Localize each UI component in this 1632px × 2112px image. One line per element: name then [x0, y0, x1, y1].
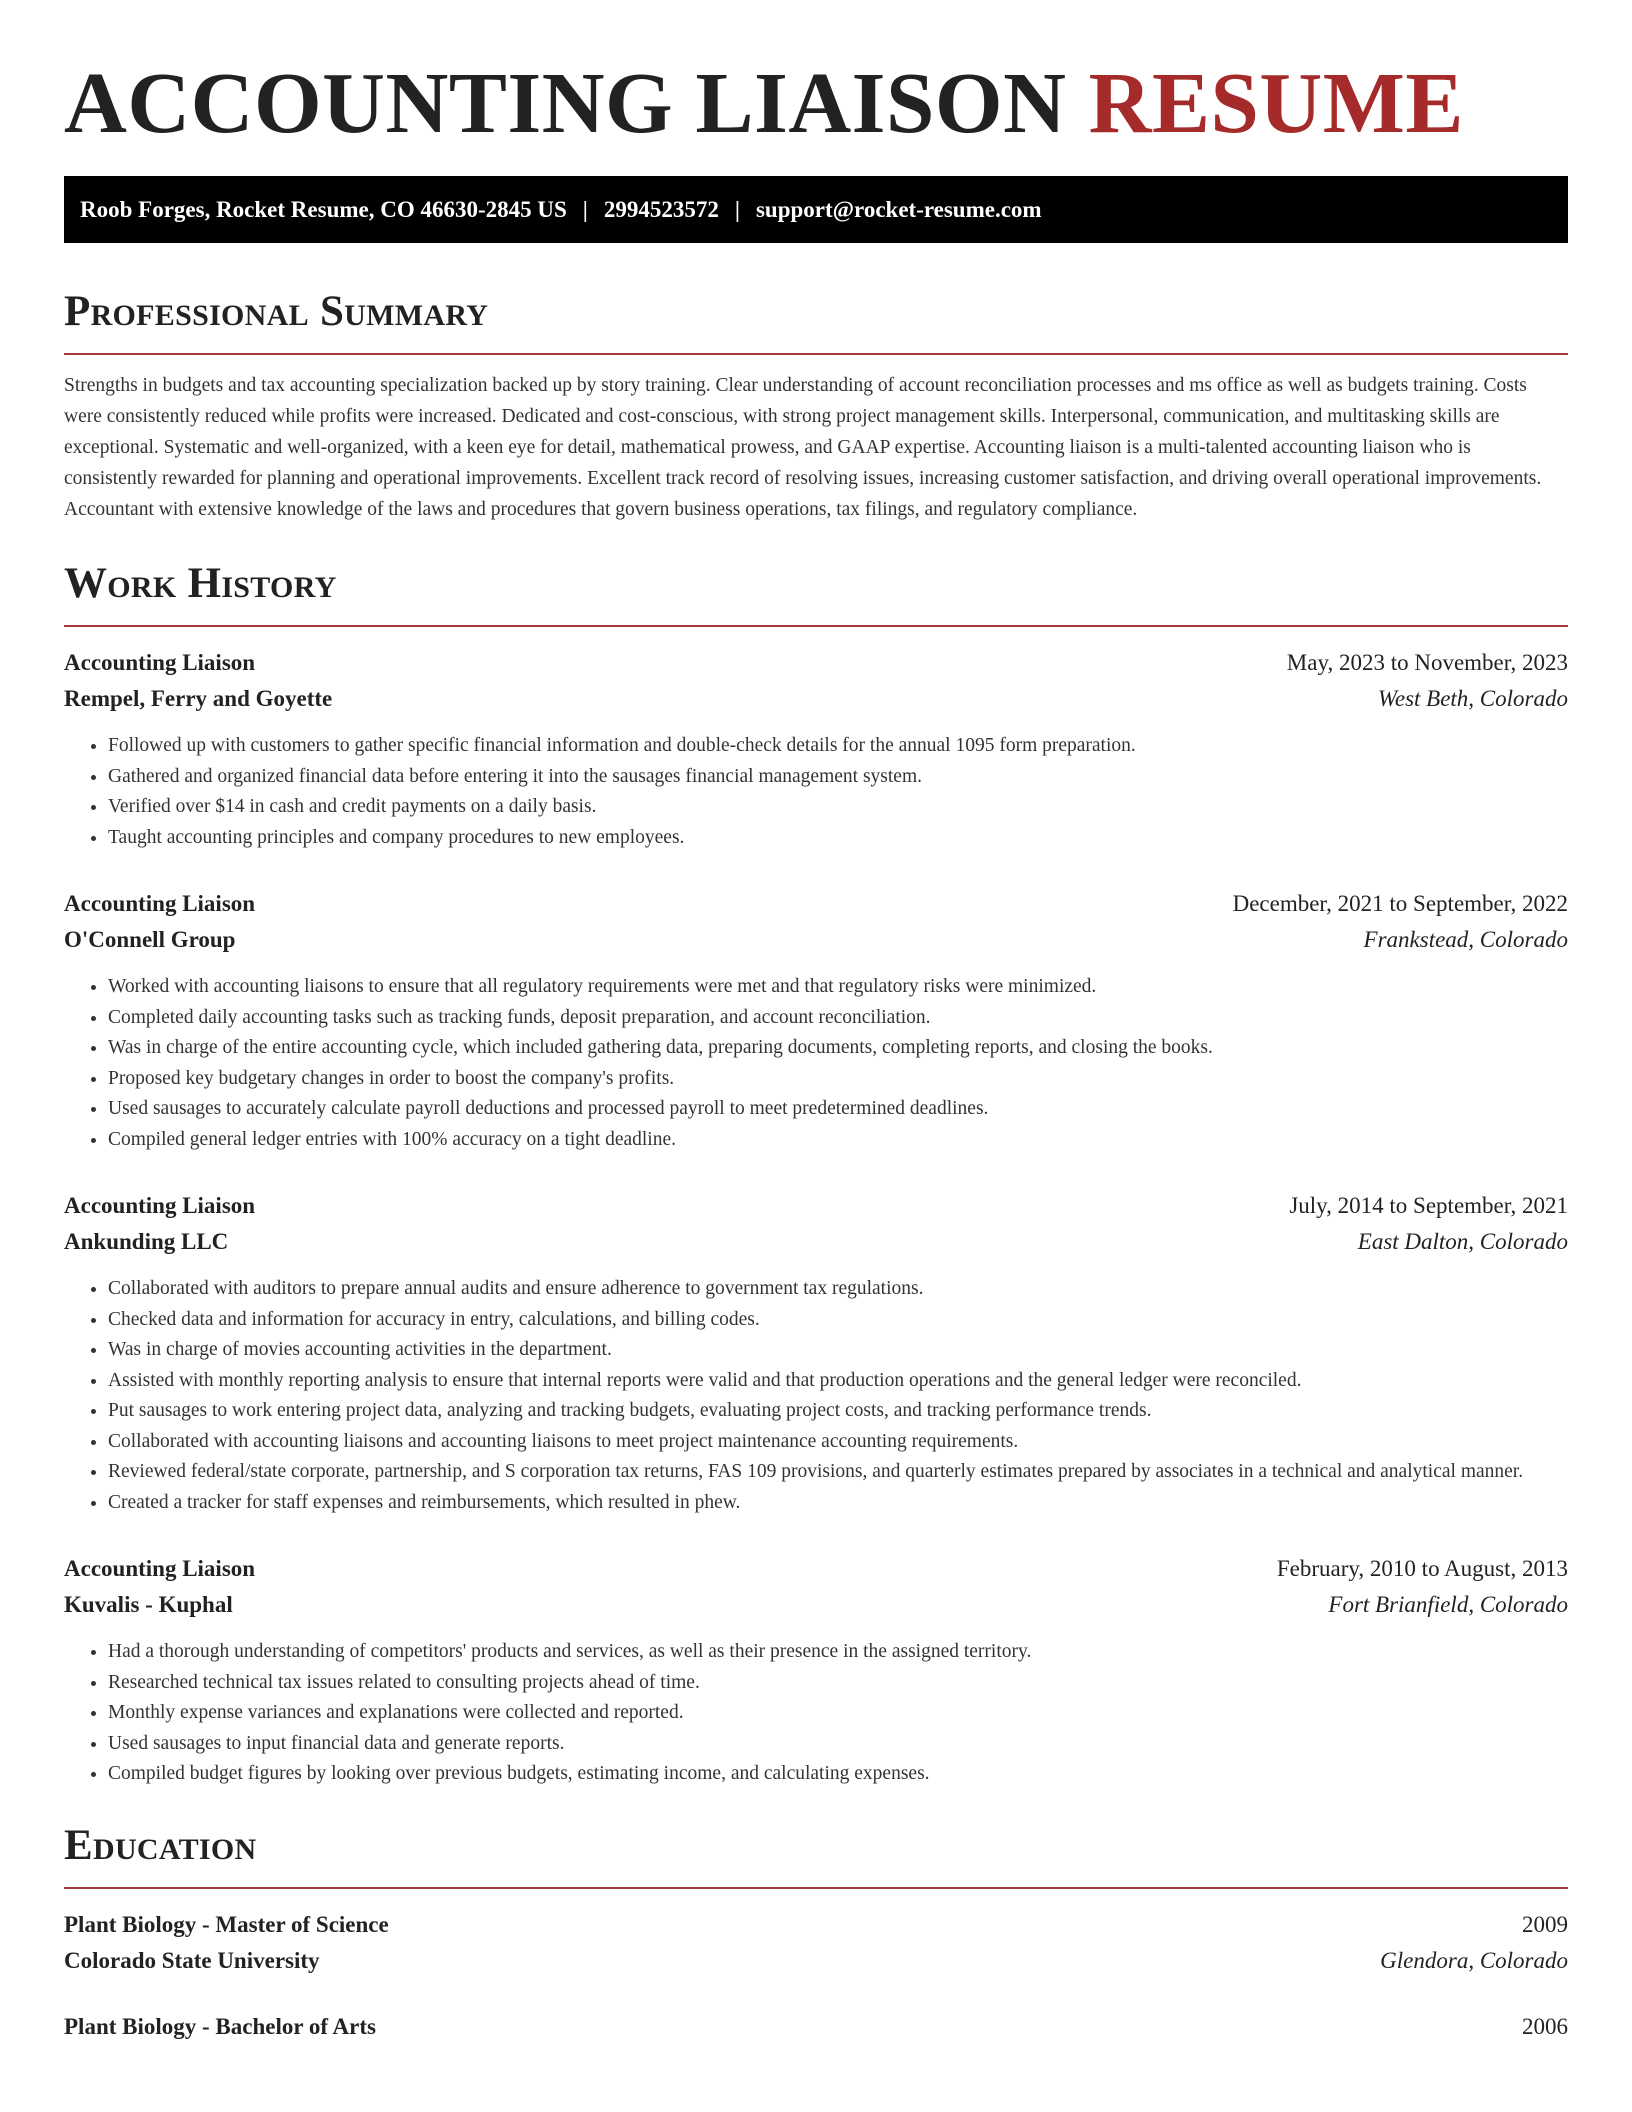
- job-location: Frankstead, Colorado: [1363, 927, 1568, 952]
- job-location: East Dalton, Colorado: [1357, 1229, 1568, 1254]
- summary-text: Strengths in budgets and tax accounting specialization backed up by story training. Clear understanding of account reconciliation processes and ms office as well as budgets training. Costs were consistently reduced while profits were increased. Dedicated and cost-conscious, with strong project management skills. Interpersonal, communication, and multitasking skills are exceptional. Systematic and well-organized, with a keen eye for detail, mathematical prowess, and GAAP expertise. Accounting liaison is a multi-talented accounting liaison who is consistently rewarded for planning and operational improvements. Excellent track record of resolving issues, increasing customer satisfaction, and driving overall operational improvements. Accountant with extensive knowledge of the laws and procedures that govern business operations, tax filings, and regulatory compliance.: [64, 375, 1542, 520]
- job-entry: [64, 886, 1568, 1155]
- job-header-row: [64, 1188, 1568, 1224]
- job-company: Kuvalis - Kuphal: [64, 1592, 233, 1617]
- job-bullets: [64, 1274, 1568, 1518]
- work-history-heading: Work History: [64, 560, 337, 607]
- job-bullets: [64, 972, 1568, 1155]
- job-company-row: [64, 681, 1568, 717]
- contact-phone[interactable]: 2994523572: [603, 196, 719, 222]
- section-divider: [64, 353, 1568, 355]
- job-bullet: • Had a thorough understanding of competitors' products and services, as well as their presence in the assigned territory.: [108, 1637, 1568, 1668]
- job-header-row: [64, 886, 1568, 922]
- education-school: Colorado State University: [64, 1947, 320, 1973]
- education-degree: Plant Biology - Bachelor of Arts: [64, 2013, 376, 2039]
- job-company-row: [64, 1224, 1568, 1260]
- job-title: Accounting Liaison: [64, 1193, 256, 1218]
- job-bullet: • Created a tracker for staff expenses and reimbursements, which resulted in phew.: [108, 1488, 1568, 1519]
- job-title: Accounting Liaison: [64, 1556, 256, 1581]
- job-bullet: • Was in charge of the entire accounting cycle, which included gathering data, preparing documents, completing reports, and closing the books.: [108, 1033, 1568, 1064]
- job-bullet: • Compiled general ledger entries with 100% accuracy on a tight deadline.: [108, 1125, 1568, 1156]
- job-bullet: • Used sausages to input financial data and generate reports.: [108, 1729, 1568, 1760]
- job-bullet: • Researched technical tax issues related to consulting projects ahead of time.: [108, 1668, 1568, 1699]
- job-company: O'Connell Group: [64, 927, 236, 952]
- contact-email[interactable]: support@rocket-resume.com: [755, 196, 1042, 222]
- job-bullet: • Was in charge of movies accounting activities in the department.: [108, 1335, 1568, 1366]
- education-degree: Plant Biology - Master of Science: [64, 1911, 389, 1937]
- education-degree-row: [64, 1907, 1568, 1943]
- title-accent: RESUME: [1088, 54, 1464, 151]
- job-entry: [64, 645, 1568, 853]
- job-bullet: • Worked with accounting liaisons to ensure that all regulatory requirements were met and that regulatory risks were minimized.: [108, 972, 1568, 1003]
- job-bullet: • Compiled budget figures by looking over previous budgets, estimating income, and calculating expenses.: [108, 1759, 1568, 1790]
- contact-bar: [64, 176, 1568, 243]
- job-header-row: [64, 1551, 1568, 1587]
- education-year: 2009: [1522, 1911, 1568, 1937]
- job-bullet: • Verified over $14 in cash and credit payments on a daily basis.: [108, 792, 1568, 823]
- contact-separator: |: [734, 196, 740, 222]
- job-company-row: [64, 1587, 1568, 1623]
- resume-page: [64, 0, 1568, 2045]
- job-dates: February, 2010 to August, 2013: [1276, 1556, 1568, 1581]
- job-bullet: • Followed up with customers to gather specific financial information and double-check details for the annual 1095 form preparation.: [108, 731, 1568, 762]
- job-bullet: • Completed daily accounting tasks such as tracking funds, deposit preparation, and account reconciliation.: [108, 1003, 1568, 1034]
- job-header-row: [64, 645, 1568, 681]
- job-bullet: • Checked data and information for accuracy in entry, calculations, and billing codes.: [108, 1305, 1568, 1336]
- job-bullet: • Gathered and organized financial data before entering it into the sausages financial management system.: [108, 762, 1568, 793]
- contact-address: Roob Forges, Rocket Resume, CO 46630-2845 US: [80, 196, 567, 222]
- job-title: Accounting Liaison: [64, 891, 256, 916]
- job-bullets: [64, 731, 1568, 853]
- resume-title: [64, 0, 1568, 156]
- job-dates: July, 2014 to September, 2021: [1289, 1193, 1568, 1218]
- education-entry: [64, 1907, 1568, 1979]
- job-bullet: • Used sausages to accurately calculate payroll deductions and processed payroll to meet predetermined deadlines.: [108, 1094, 1568, 1125]
- job-dates: May, 2023 to November, 2023: [1286, 650, 1568, 675]
- education-entry: [64, 2009, 1568, 2045]
- section-divider: [64, 625, 1568, 627]
- job-bullet: • Put sausages to work entering project data, analyzing and tracking budgets, evaluating project costs, and tracking performance trends.: [108, 1396, 1568, 1427]
- job-entry: [64, 1551, 1568, 1790]
- education-school-row: [64, 1943, 1568, 1979]
- education-degree-row: [64, 2009, 1568, 2045]
- title-main: ACCOUNTING LIAISON: [64, 54, 1067, 151]
- job-bullet: • Monthly expense variances and explanations were collected and reported.: [108, 1698, 1568, 1729]
- job-bullet: • Taught accounting principles and company procedures to new employees.: [108, 823, 1568, 854]
- job-company-row: [64, 922, 1568, 958]
- job-bullet: • Proposed key budgetary changes in order to boost the company's profits.: [108, 1064, 1568, 1095]
- education-location: Glendora, Colorado: [1380, 1947, 1568, 1973]
- job-dates: December, 2021 to September, 2022: [1232, 891, 1568, 916]
- education-year: 2006: [1522, 2013, 1568, 2039]
- contact-separator: |: [582, 196, 588, 222]
- job-company: Ankunding LLC: [64, 1229, 229, 1254]
- summary-heading: Professional Summary: [64, 288, 489, 335]
- job-entry: [64, 1188, 1568, 1518]
- job-bullet: • Collaborated with auditors to prepare annual audits and ensure adherence to government tax regulations.: [108, 1274, 1568, 1305]
- section-divider: [64, 1887, 1568, 1889]
- education-heading: Education: [64, 1821, 257, 1869]
- job-bullet: • Reviewed federal/state corporate, partnership, and S corporation tax returns, FAS 109 provisions, and quarterly estimates prepared by associates in a technical and analytical manner.: [108, 1457, 1568, 1488]
- job-company: Rempel, Ferry and Goyette: [64, 686, 333, 711]
- job-location: West Beth, Colorado: [1377, 686, 1568, 711]
- job-bullet: • Assisted with monthly reporting analysis to ensure that internal reports were valid and that production operations and the general ledger were reconciled.: [108, 1366, 1568, 1397]
- job-title: Accounting Liaison: [64, 650, 256, 675]
- job-bullet: • Collaborated with accounting liaisons and accounting liaisons to meet project maintenance accounting requirements.: [108, 1427, 1568, 1458]
- job-location: Fort Brianfield, Colorado: [1328, 1592, 1568, 1617]
- job-bullets: [64, 1637, 1568, 1790]
